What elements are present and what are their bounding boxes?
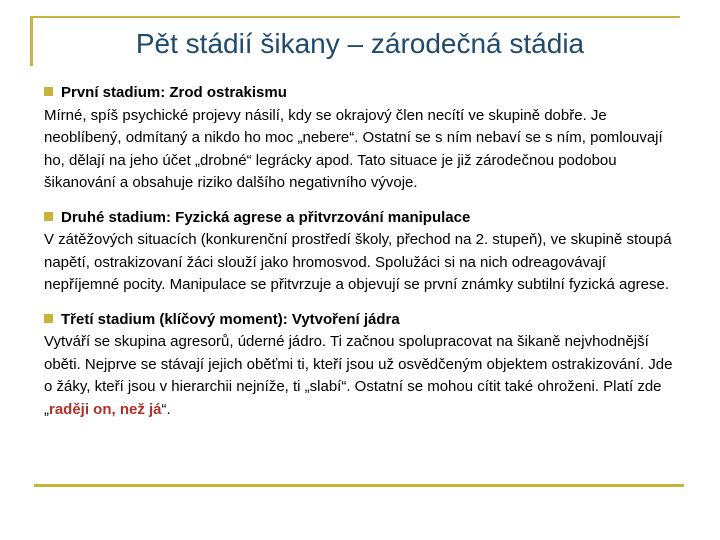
- slide-content: [44, 82, 684, 433]
- section-heading-row: [44, 207, 684, 230]
- section-stage-1: [44, 82, 684, 195]
- section-heading: Třetí stadium (klíčový moment): Vytvoření jádra: [61, 310, 400, 328]
- section-body: V zátěžových situacích (konkurenční prostředí školy, přechod na 2. stupeň), ve skupině stoupá napětí, ostrakizovaní žáci slouží jako hromosvod. Spolužáci si na nich odreagovávají nepříjemné pocity. Manipulace se přitvrzuje a objevují se první známky subtilní fyzická agrese.: [44, 231, 672, 293]
- section-body: [44, 331, 684, 421]
- section-heading: Druhé stadium: Fyzická agrese a přitvrzování manipulace: [61, 208, 471, 226]
- section-heading-row: [44, 309, 684, 332]
- square-bullet-icon: [44, 212, 53, 221]
- section-heading: První stadium: Zrod ostrakismu: [61, 84, 287, 101]
- frame-top-rule: [30, 16, 680, 18]
- highlight-phrase: raději on, než já: [49, 400, 162, 418]
- slide-title: Pět stádií šikany – zárodečná stádia: [135, 28, 585, 59]
- section-body-end: “.: [161, 400, 171, 418]
- square-bullet-icon: [44, 314, 53, 323]
- section-stage-3: [44, 309, 684, 422]
- section-stage-2: [44, 207, 684, 297]
- section-heading-row: [44, 82, 684, 105]
- square-bullet-icon: [44, 87, 53, 96]
- section-body: Mírné, spíš psychické projevy násilí, kdy se okrajový člen necítí ve skupině dobře. Je neoblíbený, odmítaný a nikdo ho moc „nebere“. Ostatní se s ním nebaví se s ním, pomlouvají ho, dělají na jeho účet „drobné“ legrácky apod. Tato situace je již zárodečnou podobou šikanování a obsahuje riziko dalšího negativního vývoje.: [44, 106, 663, 191]
- bottom-rule: [34, 484, 684, 487]
- section-body-text: Vytváří se skupina agresorů, úderné jádro. Ti začnou spolupracovat na šikaně nejvhodnější oběti. Nejprve se stávají jejich oběťmi ti, kteří jsou už osvědčeným objektem ostrakizování. Jde o žáky, kteří jsou v hierarchii nejníže, ti „slabí“. Ostatní se mohou cítit také ohroženi. Platí zde „: [44, 333, 673, 418]
